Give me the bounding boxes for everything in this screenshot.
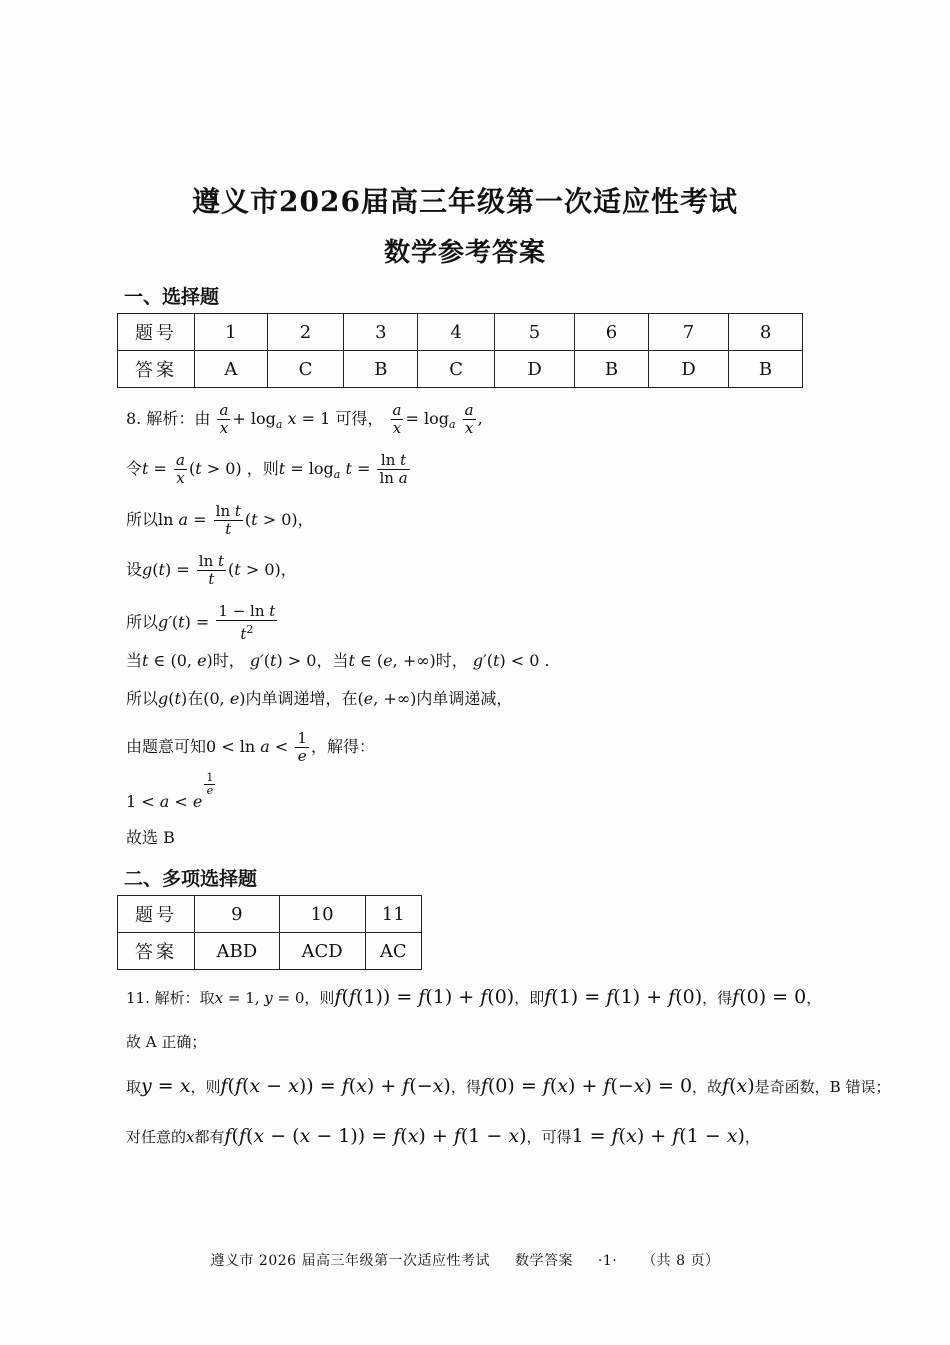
solution-line: 取y = x，则f(f(x − x)) = f(x) + f(−x)，得f(0) = f(x) + f(−x) = 0，故f(x)是奇函数，B 错误； [126, 1075, 891, 1097]
solution-line: 所以ln a = $\frac{\text{ln t}}{t}$ (t > 0)， [126, 502, 314, 538]
solution-line: 所以g′(t) = $\frac{\text{1 − ln t}}{t^2}$ [126, 602, 276, 643]
table-cell: D [494, 351, 574, 388]
footer-subject: 数学答案 [514, 1253, 573, 1269]
solution-line: 当t ∈ (0, e)时， g′(t) > 0，当t ∈ (e, +∞)时， g′(t) < 0 . [126, 651, 550, 670]
table-cell: D [648, 351, 728, 388]
solution-line: 8. 解析：由 $\frac{a}{x}$ + $\log_a x = 1$ 可得， $\frac{a}{x}$ = $\log_a$ $\frac{a}{x}$ , [126, 401, 483, 437]
solution-line: 所以g(t)在(0, e)内单调递增，在(e, +∞)内单调递减， [126, 689, 513, 708]
table-cell: 2 [267, 314, 344, 351]
footer-total-pages: （共 8 页） [642, 1253, 720, 1269]
footer-page-number: ·1· [597, 1253, 618, 1269]
table-cell: 1 [195, 314, 268, 351]
table-row [118, 933, 422, 970]
table-cell: 5 [494, 314, 574, 351]
table-row [118, 351, 803, 388]
page-footer [0, 1250, 930, 1270]
page-subtitle: 数学参考答案 [383, 238, 546, 268]
table-cell: B [729, 351, 803, 388]
solution-line: 故 A 正确； [126, 1033, 207, 1051]
table-cell: 10 [279, 896, 365, 933]
answer-table-multiple-choice [117, 895, 422, 970]
solution-line: 1 < a < e $\frac{1}{e}$ [126, 771, 214, 811]
table-header-cell: 答案 [118, 933, 195, 970]
table-cell: 6 [575, 314, 649, 351]
table-header-cell: 答案 [118, 351, 195, 388]
table-cell: 7 [648, 314, 728, 351]
table-cell: B [575, 351, 649, 388]
table-row [118, 314, 803, 351]
table-header-cell: 题号 [118, 896, 195, 933]
table-cell: ACD [279, 933, 365, 970]
page-title: 遵义市2026届高三年级第一次适应性考试 [192, 185, 738, 218]
table-cell: C [418, 351, 495, 388]
table-cell: 9 [195, 896, 280, 933]
table-cell: 4 [418, 314, 495, 351]
table-row [118, 896, 422, 933]
table-cell: 8 [729, 314, 803, 351]
solution-line: 11. 解析：取x = 1, y = 0，则f(f(1)) = f(1) + f(0)，即f(1) = f(1) + f(0)，得f(0) = 0， [126, 986, 822, 1008]
table-cell: B [344, 351, 418, 388]
table-cell: C [267, 351, 344, 388]
solution-line: 故选 B [126, 828, 175, 847]
table-header-cell: 题号 [118, 314, 195, 351]
footer-exam-name: 遵义市 2026 届高三年级第一次适应性考试 [210, 1253, 491, 1269]
table-cell: A [195, 351, 268, 388]
solution-line: 由题意可知0 < ln a < $\frac{1}{e}$ ，解得： [126, 729, 375, 765]
solution-line: 对任意的x都有f(f(x − (x − 1)) = f(x) + f(1 − x)，可得1 = f(x) + f(1 − x)， [126, 1125, 760, 1147]
table-cell: AC [365, 933, 421, 970]
section-heading-single-choice: 一、选择题 [124, 286, 220, 308]
solution-line: 设g(t) = $\frac{\text{ln t}}{t}$ (t > 0)， [126, 552, 297, 588]
section-heading-multiple-choice: 二、多项选择题 [124, 868, 258, 890]
answer-table-single-choice [117, 313, 803, 388]
table-cell: ABD [195, 933, 280, 970]
table-cell: 11 [365, 896, 421, 933]
solution-line: 令t = $\frac{a}{x}$ (t > 0) ，则$t = \log_a t$ = $\frac{\text{ln t}}{\text{ln a}}$ [126, 451, 408, 487]
table-cell: 3 [344, 314, 418, 351]
